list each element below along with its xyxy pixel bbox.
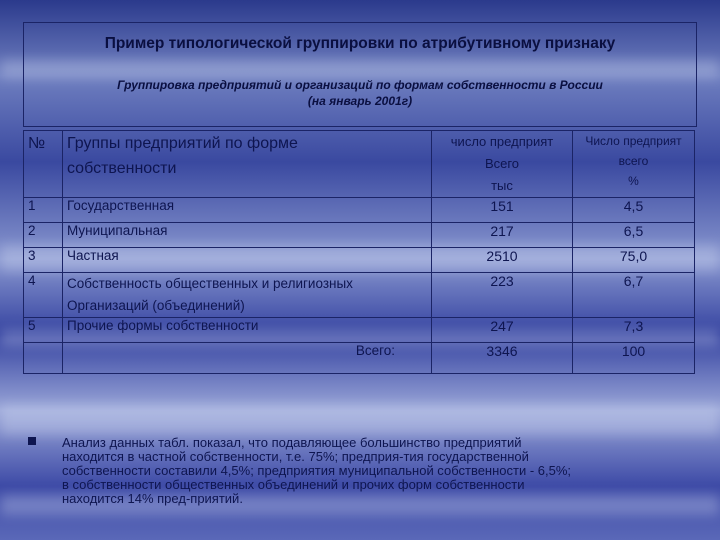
row-count: 151 [432, 198, 573, 223]
table-row [24, 248, 695, 273]
table-row [24, 273, 695, 318]
total-label: Всего: [63, 343, 432, 374]
header-share-line-1: Число предприят [585, 134, 682, 148]
row-no: 3 [24, 248, 63, 273]
header-group [63, 131, 432, 198]
row-name: Частная [63, 248, 432, 273]
header-count-line-1: число предприят [450, 134, 554, 149]
page-title: Пример типологической группировки по атрибутивному признаку [104, 35, 616, 52]
table-header-row [24, 131, 695, 198]
table-row [24, 223, 695, 248]
row-share: 6,7 [573, 273, 695, 318]
title-frame [23, 22, 697, 127]
table-caption [24, 77, 696, 109]
row-count: 247 [432, 318, 573, 343]
row-share: 7,3 [573, 318, 695, 343]
row-no: 4 [24, 273, 63, 318]
total-no [24, 343, 63, 374]
header-count-line-3: тыс [491, 178, 513, 193]
row-name-line-1: Собственность общественных и религиозных [67, 276, 353, 291]
table-row [24, 318, 695, 343]
analysis-line: Анализ данных табл. показал, что подавляющее большинство предприятий [62, 435, 522, 450]
header-group-line-2: собственности [67, 160, 177, 177]
total-share: 100 [573, 343, 695, 374]
row-share: 4,5 [573, 198, 695, 223]
row-count: 217 [432, 223, 573, 248]
table-row [24, 198, 695, 223]
row-name: Муниципальная [63, 223, 432, 248]
header-count-line-2: Всего [484, 156, 520, 171]
header-no: № [24, 131, 63, 198]
analysis-line: находится 14% пред-приятий. [62, 491, 243, 506]
header-count [432, 131, 573, 198]
row-name-line-2: Организаций (объединений) [67, 298, 245, 313]
analysis-line: собственности составили 4,5%; предприятия муниципальной собственности - 6,5%; [62, 463, 572, 478]
header-share-line-3: % [628, 174, 639, 188]
analysis-line: находится в частной собственности, т.е. 75%; предприя-тия государственной [62, 449, 529, 464]
row-share: 6,5 [573, 223, 695, 248]
row-no: 5 [24, 318, 63, 343]
row-name: Государственная [63, 198, 432, 223]
row-no: 1 [24, 198, 63, 223]
row-no: 2 [24, 223, 63, 248]
analysis-text [62, 436, 698, 506]
table-total-row [24, 343, 695, 374]
header-share-line-2: всего [618, 154, 649, 168]
ownership-table [23, 130, 695, 374]
caption-line-2: (на январь 2001г) [307, 94, 413, 108]
row-share: 75,0 [573, 248, 695, 273]
row-count: 2510 [432, 248, 573, 273]
analysis-line: в собственности общественных объединений и прочих форм собственности [62, 477, 525, 492]
header-group-line-1: Группы предприятий по форме [67, 135, 298, 152]
caption-line-1: Группировка предприятий и организаций по формам собственности в России [117, 78, 603, 92]
row-count: 223 [432, 273, 573, 318]
total-count: 3346 [432, 343, 573, 374]
square-bullet-icon [28, 437, 36, 445]
row-name [63, 273, 432, 318]
header-share [573, 131, 695, 198]
row-name: Прочие формы собственности [63, 318, 432, 343]
